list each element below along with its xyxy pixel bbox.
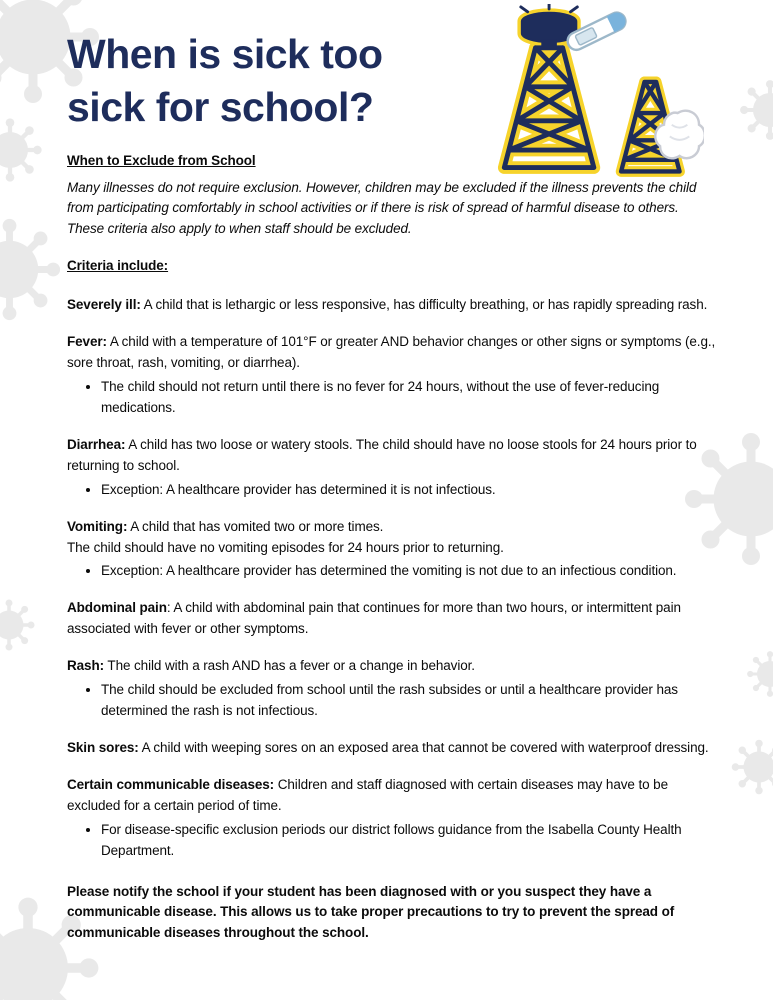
criterion-text: A child that is lethargic or less responsive, has difficulty breathing, or has rapidly spreading rash. — [140, 297, 708, 313]
criterion-bullet-list — [67, 820, 717, 862]
criterion-severely-ill — [67, 295, 717, 316]
criterion-text: The child with a rash AND has a fever or a change in behavior. — [104, 658, 475, 674]
criterion-label: Rash: — [67, 658, 105, 674]
criterion-abdominal-pain — [67, 598, 717, 640]
criterion-bullet-list — [67, 480, 717, 501]
criterion-vomiting — [67, 517, 717, 583]
bullet-item: • The child should not return until there is no fever for 24 hours, without the use of fever-reducing medications. — [101, 377, 717, 419]
criterion-rash — [67, 656, 717, 722]
criterion-skin-sores — [67, 738, 717, 759]
criterion-text: A child with a temperature of 101°F or greater AND behavior changes or other signs or symptoms (e.g., sore throat, rash, vomiting, or diarrhea). — [67, 334, 716, 371]
criterion-bullet-list — [67, 680, 717, 722]
criterion-label: Severely ill: — [67, 297, 141, 313]
bullet-item: • Exception: A healthcare provider has determined it is not infectious. — [101, 480, 717, 501]
criterion-text: : A child with abdominal pain that continues for more than two hours, or intermittent pain associated with fever or other symptoms. — [67, 600, 681, 637]
bullet-item: • The child should be excluded from school until the rash subsides or until a healthcare provider has determined the rash is not infectious. — [101, 680, 717, 722]
criterion-diarrhea — [67, 435, 717, 501]
criterion-bullet-list — [67, 561, 717, 582]
criterion-bullet-list — [67, 377, 717, 419]
criterion-label: Skin sores: — [67, 739, 139, 755]
criterion-text: Children and staff diagnosed with certain diseases may have to be excluded for a certain period of time. — [67, 776, 668, 813]
criterion-label: Abdominal pain — [67, 600, 167, 616]
page-title — [67, 28, 497, 135]
page-title-line2: sick for school? — [67, 84, 374, 131]
intro-paragraph: Many illnesses do not require exclusion. However, children may be excluded if the illness prevents the child from participating comfortably in school activities or if there is risk of spread of harmful disease to others. These criteria also apply to when staff should be excluded. — [67, 179, 697, 237]
criterion-text: A child with weeping sores on an exposed area that cannot be covered with waterproof dressing. — [138, 739, 709, 755]
criterion-communicable-diseases — [67, 775, 717, 862]
criterion-text: A child has two loose or watery stools. The child should have no loose stools for 24 hours prior to returning to school. — [67, 436, 697, 473]
criterion-text: A child that has vomited two or more times. — [127, 518, 384, 534]
bullet-item: • Exception: A healthcare provider has determined the vomiting is not due to an infectious condition. — [101, 561, 717, 582]
criteria-heading: Criteria include: — [67, 258, 169, 274]
criterion-label: Fever: — [67, 334, 107, 350]
exclude-heading: When to Exclude from School — [67, 152, 256, 168]
criterion-secondary-line: The child should have no vomiting episodes for 24 hours prior to returning. — [67, 539, 504, 555]
criterion-label: Diarrhea: — [67, 436, 126, 452]
criterion-fever — [67, 332, 717, 419]
criterion-label: Vomiting: — [67, 518, 128, 534]
criterion-label: Certain communicable diseases: — [67, 776, 275, 792]
notify-school-notice: Please notify the school if your student has been diagnosed with or you suspect they have a communicable disease. This allows us to take proper precautions to try to prevent the spread of communicable diseases throughout the school. — [67, 883, 675, 941]
page-title-line1: When is sick too — [67, 31, 383, 77]
bullet-item: • For disease-specific exclusion periods our district follows guidance from the Isabella County Health Department. — [101, 820, 717, 862]
